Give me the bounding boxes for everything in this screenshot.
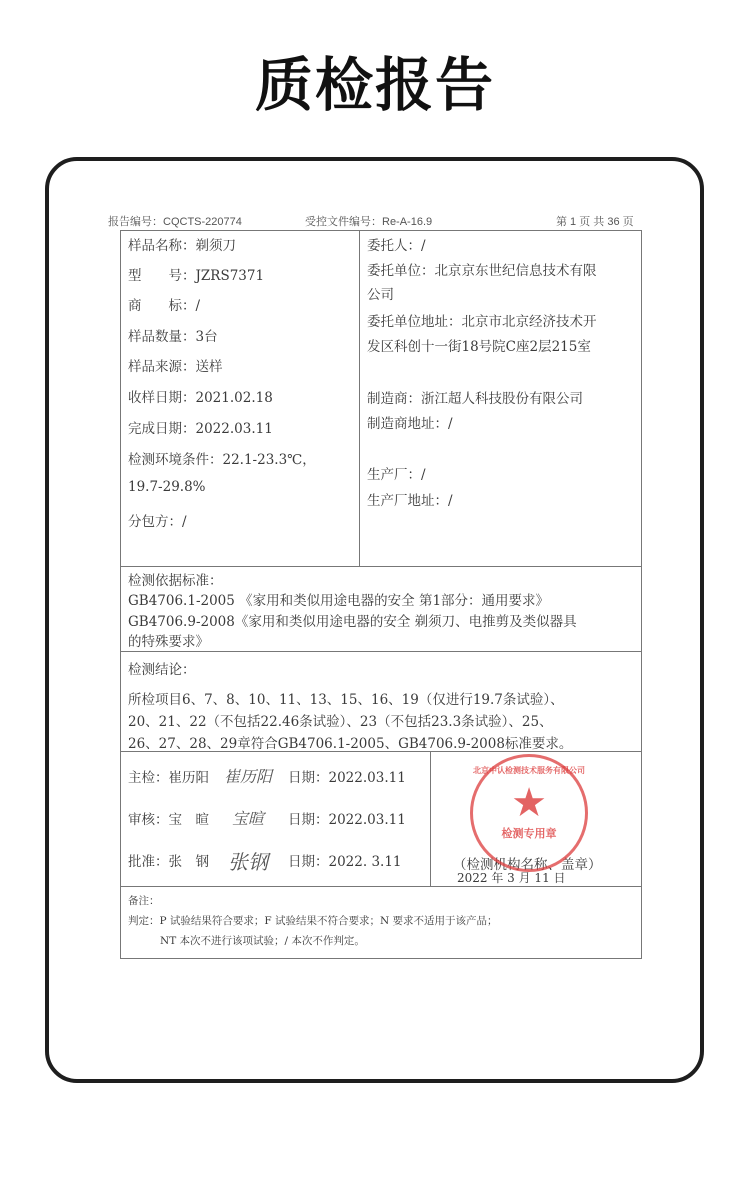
page-count: 第 1 页 共 36 页 — [556, 216, 634, 228]
client-address-cont: 发区科创十一街18号院C座2层215室 — [367, 339, 591, 355]
controlled-doc-number: 受控文件编号：Re-A-16.9 — [305, 216, 433, 228]
manufacturer: 制造商：浙江超人科技股份有限公司 — [367, 391, 583, 407]
factory: 生产厂：/ — [367, 467, 426, 483]
client: 委托人：/ — [367, 238, 426, 254]
report-number: 报告编号：CQCTS-220774 — [108, 216, 242, 228]
sample-quantity: 样品数量：3台 — [128, 329, 218, 345]
inspector: 主检：崔历阳 — [128, 770, 209, 786]
approver-date: 日期：2022. 3.11 — [288, 854, 402, 870]
model: 型 号：JZRS7371 — [128, 268, 265, 284]
official-stamp — [470, 754, 588, 872]
trademark: 商 标：/ — [128, 298, 201, 314]
conclusion-label: 检测结论： — [128, 662, 196, 678]
standards-label: 检测依据标准： — [128, 573, 223, 589]
conclusion-line: 26、27、28、29章符合GB4706.1-2005、GB4706.9-2008标准要求。 — [128, 736, 573, 752]
stamp-date: 2022 年 3 月 11 日 — [457, 871, 566, 885]
divider — [121, 566, 641, 567]
client-unit: 委托单位：北京京东世纪信息技术有限 — [367, 263, 597, 279]
approver: 批准：张 钢 — [128, 854, 209, 870]
approver-signature: 张钢 — [228, 850, 268, 874]
star-icon: ★ — [511, 780, 547, 826]
environment: 检测环境条件：22.1-23.3℃， — [128, 452, 316, 468]
remarks-line: NT 本次不进行该项试验；/ 本次不作判定。 — [160, 935, 365, 947]
reviewer-date: 日期：2022.03.11 — [288, 812, 406, 828]
subcontractor: 分包方：/ — [128, 514, 187, 530]
conclusion-line: 所检项目6、7、8、10、11、13、15、16、19（仅进行19.7条试验）、 — [128, 692, 564, 708]
divider — [121, 886, 641, 887]
stamp-caption: （检测机构名称、盖章） — [453, 857, 602, 873]
factory-address: 生产厂地址：/ — [367, 493, 453, 509]
standard-line: GB4706.1-2005 《家用和类似用途电器的安全 第1部分：通用要求》 — [128, 593, 550, 609]
remarks-label: 备注： — [128, 895, 160, 907]
client-address: 委托单位地址：北京市北京经济技术开 — [367, 314, 597, 330]
complete-date: 完成日期：2022.03.11 — [128, 421, 273, 437]
conclusion-line: 20、21、22（不包括22.46条试验）、23（不包括23.3条试验）、25、 — [128, 714, 553, 730]
standard-line: GB4706.9-2008《家用和类似用途电器的安全 剃须刀、电推剪及类似器具 — [128, 614, 577, 630]
remarks-line: 判定：P 试验结果符合要求；F 试验结果不符合要求；N 要求不适用于该产品； — [128, 915, 498, 927]
reviewer-signature: 宝暄 — [232, 809, 265, 828]
divider — [430, 751, 431, 886]
stamp-bottom-text: 检测专用章 — [501, 827, 557, 840]
sample-name: 样品名称：剃须刀 — [128, 238, 236, 254]
sample-source: 样品来源：送样 — [128, 359, 223, 375]
inspector-date: 日期：2022.03.11 — [288, 770, 406, 786]
inspector-signature: 崔历阳 — [224, 767, 273, 786]
divider — [359, 231, 360, 566]
divider — [121, 651, 641, 652]
stamp-ring-text: 北京中认检测技术服务有限公司 — [473, 765, 585, 775]
manufacturer-address: 制造商地址：/ — [367, 416, 453, 432]
standard-line: 的特殊要求》 — [128, 634, 209, 650]
receive-date: 收样日期：2021.02.18 — [128, 390, 273, 406]
page-title: 质检报告 — [254, 51, 495, 119]
humidity: 19.7-29.8% — [128, 479, 206, 495]
client-unit-cont: 公司 — [367, 287, 394, 303]
reviewer: 审核：宝 暄 — [128, 812, 209, 828]
